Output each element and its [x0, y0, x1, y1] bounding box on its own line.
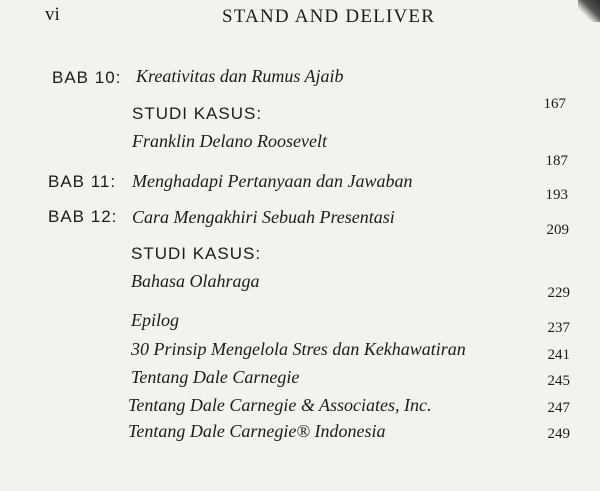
epilog-title: Epilog — [131, 310, 179, 330]
case-study-2-label: STUDI KASUS: — [131, 244, 262, 263]
toc-page-number: 237 — [547, 320, 570, 336]
running-title: STAND AND DELIVER — [222, 6, 436, 27]
associates-title: Tentang Dale Carnegie & Associates, Inc. — [128, 395, 432, 415]
page-corner-shadow — [578, 0, 600, 22]
toc-page-number: 249 — [547, 426, 570, 442]
page-number: vi — [45, 4, 60, 25]
toc-page-number: 187 — [545, 153, 568, 169]
indonesia-title: Tentang Dale Carnegie® Indonesia — [128, 421, 386, 441]
case-study-1-title: Franklin Delano Roosevelt — [132, 131, 327, 151]
chapter-10-label: BAB 10: — [52, 68, 122, 87]
toc-page-number: 229 — [547, 285, 570, 301]
principles-title: 30 Prinsip Mengelola Stres dan Kekhawatiran — [131, 339, 466, 359]
about-dale-carnegie-title: Tentang Dale Carnegie — [131, 367, 300, 387]
toc-page-number: 247 — [547, 400, 570, 416]
chapter-11-title: Menghadapi Pertanyaan dan Jawaban — [132, 171, 413, 191]
toc-page-number: 193 — [545, 187, 568, 203]
chapter-10-title: Kreativitas dan Rumus Ajaib — [136, 66, 344, 86]
chapter-12-title: Cara Mengakhiri Sebuah Presentasi — [132, 207, 395, 227]
chapter-12-label: BAB 12: — [48, 207, 118, 226]
case-study-2-title: Bahasa Olahraga — [131, 271, 260, 291]
toc-page-number: 241 — [547, 347, 570, 363]
toc-page-number: 167 — [543, 96, 566, 112]
toc-page-number: 245 — [547, 373, 570, 389]
chapter-11-label: BAB 11: — [48, 172, 117, 191]
toc-page-number: 209 — [546, 222, 569, 238]
case-study-1-label: STUDI KASUS: — [132, 104, 263, 123]
